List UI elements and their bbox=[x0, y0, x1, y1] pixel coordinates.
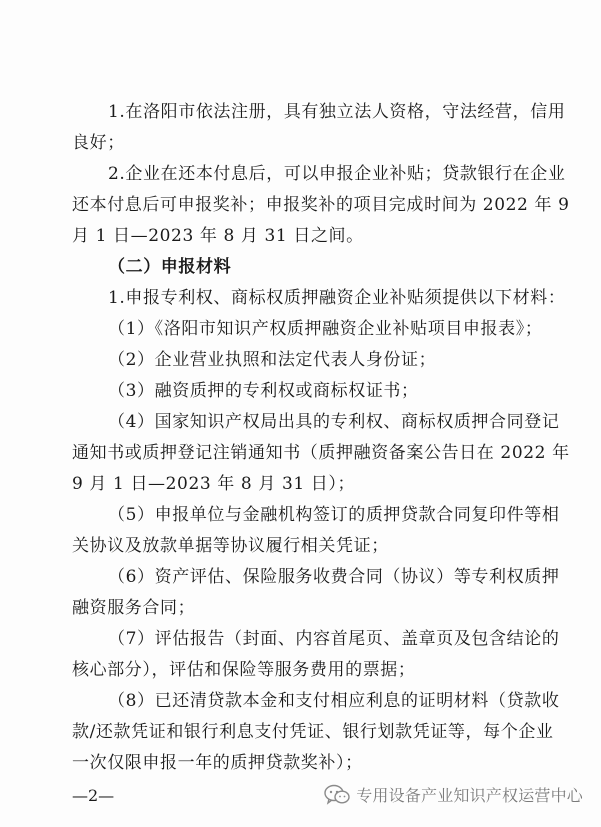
text-line: 2.企业在还本付息后，可以申报企业补贴；贷款银行在企业 bbox=[108, 164, 566, 184]
text-line: 核心部分），评估和保险等服务费用的票据； bbox=[72, 660, 416, 680]
text-line: 通知书或质押登记注销通知书（质押融资备案公告日在 2022 年 bbox=[72, 443, 570, 463]
list-item: （1）《洛阳市知识产权质押融资企业补贴项目申报表》； bbox=[108, 319, 543, 339]
list-item: （4）国家知识产权局出具的专利权、商标权质押合同登记 bbox=[108, 412, 560, 432]
text-line: 还本付息后可申报奖补；申报奖补的项目完成时间为 2022 年 9 bbox=[72, 195, 570, 215]
text-line: 一次仅限申报一年的质押贷款奖补）； bbox=[72, 753, 363, 773]
list-item: （6）资产评估、保险服务收费合同（协议）等专利权质押 bbox=[108, 567, 560, 587]
text-line: 关协议及放款单据等协议履行相关凭证； bbox=[72, 536, 389, 556]
text-line: 1.在洛阳市依法注册，具有独立法人资格，守法经营，信用 bbox=[108, 102, 566, 122]
text-line: 良好； bbox=[72, 133, 125, 153]
list-item: （5）申报单位与金融机构签订的质押贷款合同复印件等相 bbox=[108, 505, 560, 525]
text-line: 9 月 1 日—2023 年 8 月 31 日）； bbox=[72, 474, 356, 494]
text-line: 1.申报专利权、商标权质押融资企业补贴须提供以下材料： bbox=[108, 288, 566, 308]
text-line: 融资服务合同； bbox=[72, 598, 196, 618]
list-item: （2）企业营业执照和法定代表人身份证； bbox=[108, 350, 437, 370]
text-line: 款/还款凭证和银行利息支付凭证、银行划款凭证等，每个企业 bbox=[72, 722, 554, 742]
list-item: （8）已还清贷款本金和支付相应利息的证明材料（贷款收 bbox=[108, 691, 560, 711]
text-line: 月 1 日—2023 年 8 月 31 日之间。 bbox=[72, 226, 364, 246]
list-item: （3）融资质押的专利权或商标权证书； bbox=[108, 381, 419, 401]
wechat-icon bbox=[324, 784, 350, 806]
watermark bbox=[324, 783, 583, 806]
section-heading: （二）申报材料 bbox=[108, 257, 232, 277]
list-item: （7）评估报告（封面、内容首尾页、盖章页及包含结论的 bbox=[108, 629, 560, 649]
page-number: —2— bbox=[72, 786, 115, 805]
watermark-text: 专用设备产业知识产权运营中心 bbox=[356, 786, 583, 805]
